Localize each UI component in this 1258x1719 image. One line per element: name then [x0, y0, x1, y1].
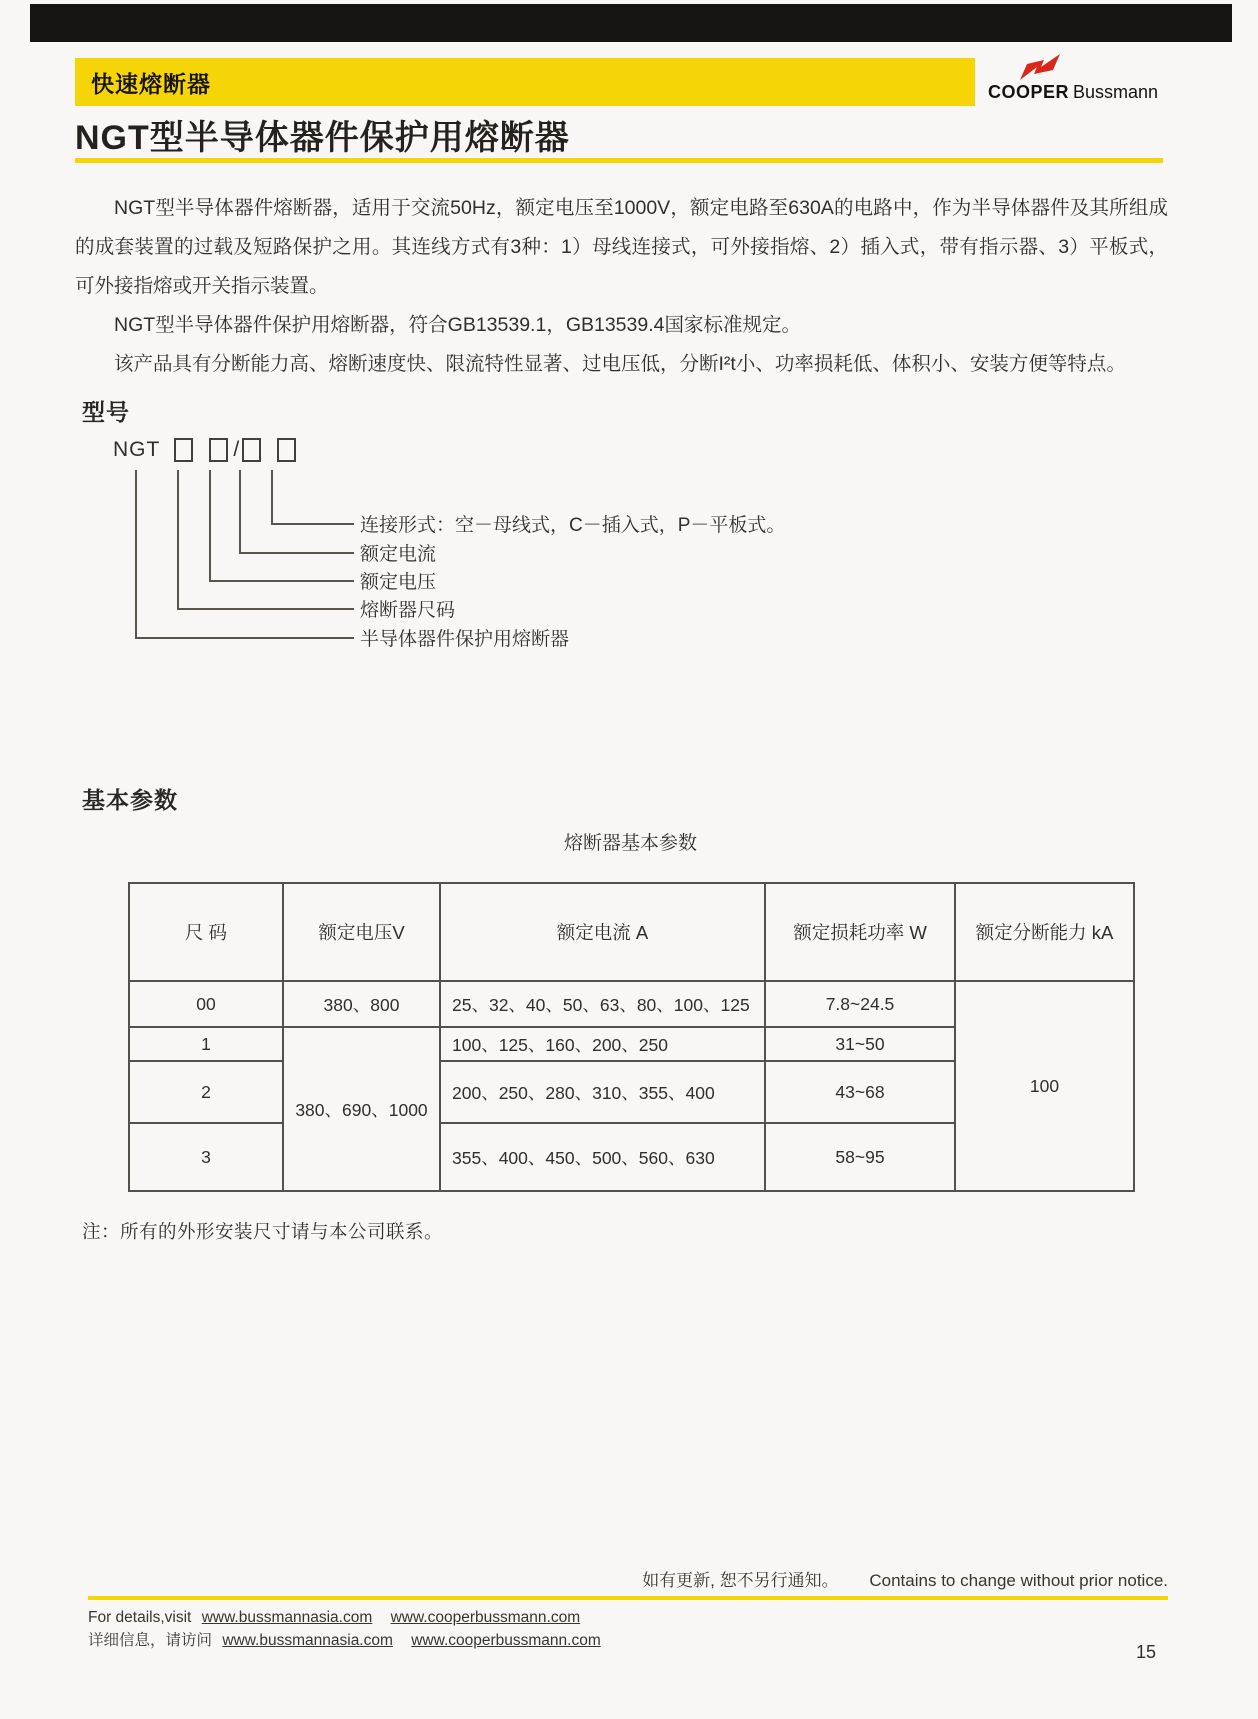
footer-links [88, 1606, 601, 1652]
model-code [113, 438, 296, 462]
intro-paragraphs [75, 189, 1168, 384]
footer-links-line-en [88, 1606, 601, 1629]
cell-size: 1 [129, 1027, 283, 1061]
bussmannasia-link[interactable]: www.bussmannasia.com [201, 1609, 373, 1626]
col-header-breaking: 额定分断能力 kA [955, 883, 1134, 981]
footer-links-line-cn [88, 1629, 601, 1652]
cell-voltage: 380、800 [283, 981, 440, 1027]
model-placeholder-box [242, 438, 261, 462]
model-label-connection-type: 连接形式：空－母线式，C－插入式，P－平板式。 [360, 515, 786, 536]
page-number: 15 [1136, 1642, 1157, 1662]
model-label-rated-voltage: 额定电压 [360, 572, 437, 593]
title-underline [75, 158, 1163, 163]
category-label: 快速熔断器 [91, 70, 211, 97]
cooper-flag-icon [1020, 54, 1060, 80]
model-prefix: NGT [113, 438, 161, 461]
update-notice-cn: 如有更新, 恕不另行通知。 [642, 1571, 839, 1590]
page-edge-black-bar [30, 4, 1232, 42]
model-label-fuse-type: 半导体器件保护用熔断器 [360, 629, 570, 650]
model-label-rated-current: 额定电流 [360, 544, 437, 565]
footer-lead-en: For details,visit [88, 1609, 192, 1626]
cell-breaking-capacity: 100 [955, 981, 1134, 1191]
cell-current: 200、250、280、310、355、400 [440, 1061, 765, 1123]
cooper-bussmann-logo [988, 54, 1178, 103]
intro-paragraph-3: 该产品具有分断能力高、熔断速度快、限流特性显著、过电压低，分断I²t小、功率损耗低、体积小、安装方便等特点。 [114, 353, 1126, 375]
cell-size: 00 [129, 981, 283, 1027]
table-header-row [129, 883, 1134, 981]
model-placeholder-box [209, 438, 228, 462]
model-section-heading: 型号 [82, 399, 130, 425]
table-row [129, 981, 1134, 1027]
category-banner [75, 58, 975, 106]
model-connector-line [135, 470, 354, 639]
footer-lead-cn: 详细信息，请访问 [88, 1632, 213, 1649]
basic-params-table [128, 882, 1135, 1192]
footer-yellow-rule [88, 1596, 1168, 1600]
intro-paragraph-1: NGT型半导体器件熔断器，适用于交流50Hz，额定电压至1000V，额定电路至630A的电路中，作为半导体器件及其所组成的成套装置的过载及短路保护之用。其连线方式有3种：1）母线连接式，可外接指熔、2）插入式，带有指示器、3）平板式，可外接指熔或开关指示装置。 [75, 197, 1168, 297]
model-placeholder-box [174, 438, 193, 462]
cell-size: 2 [129, 1061, 283, 1123]
col-header-size: 尺 码 [129, 883, 283, 981]
logo-cooper: COOPER [988, 82, 1070, 102]
cooperbussmann-link[interactable]: www.cooperbussmann.com [411, 1632, 601, 1649]
model-label-fuse-size: 熔断器尺码 [360, 600, 456, 621]
model-slash: / [233, 438, 240, 461]
col-header-power: 额定损耗功率 W [765, 883, 955, 981]
model-placeholder-box [277, 438, 296, 462]
cell-power: 7.8~24.5 [765, 981, 955, 1027]
intro-paragraph-2: NGT型半导体器件保护用熔断器，符合GB13539.1，GB13539.4国家标准规定。 [114, 314, 801, 336]
table-title: 熔断器基本参数 [563, 833, 697, 854]
cell-power: 31~50 [765, 1027, 955, 1061]
logo-bussmann: Bussmann [1073, 82, 1159, 102]
bussmannasia-link[interactable]: www.bussmannasia.com [222, 1632, 393, 1649]
update-notice [642, 1566, 1168, 1591]
update-notice-en: Contains to change without prior notice. [869, 1571, 1168, 1590]
col-header-current: 额定电流 A [440, 883, 765, 981]
cooperbussmann-link[interactable]: www.cooperbussmann.com [390, 1609, 581, 1626]
cell-size: 3 [129, 1123, 283, 1191]
cell-power: 58~95 [765, 1123, 955, 1191]
col-header-voltage: 额定电压V [283, 883, 440, 981]
cell-current: 25、32、40、50、63、80、100、125 [440, 981, 765, 1027]
table-note: 注：所有的外形安装尺寸请与本公司联系。 [82, 1221, 444, 1242]
page-title: NGT型半导体器件保护用熔断器 [75, 119, 570, 157]
cell-power: 43~68 [765, 1061, 955, 1123]
params-section-heading: 基本参数 [82, 787, 178, 813]
cell-current: 100、125、160、200、250 [440, 1027, 765, 1061]
cell-current: 355、400、450、500、560、630 [440, 1123, 765, 1191]
cell-voltage: 380、690、1000 [283, 1027, 440, 1191]
logo-text [988, 82, 1178, 103]
